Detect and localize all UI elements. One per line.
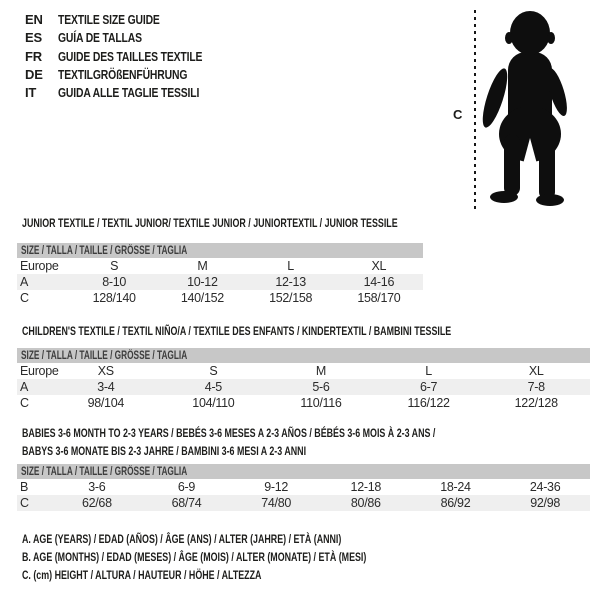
junior-size-table <box>17 243 423 306</box>
size-cell: 152/158 <box>269 291 313 305</box>
size-cell: 62/68 <box>52 495 142 511</box>
size-cell: 116/122 <box>407 396 450 410</box>
size-cell: S <box>209 364 218 378</box>
language-code: FR <box>25 48 42 64</box>
language-list <box>25 12 238 103</box>
size-cell: 140/152 <box>180 291 224 305</box>
size-cell: 14-16 <box>335 274 423 290</box>
language-label: TEXTILE SIZE GUIDE <box>58 12 160 27</box>
size-cell: 7-8 <box>482 379 590 395</box>
table-row <box>17 495 590 511</box>
size-cell: 9-12 <box>264 480 289 494</box>
baby-silhouette-image <box>480 8 570 208</box>
row-label: C <box>20 396 29 410</box>
size-cell: 3-6 <box>88 480 106 494</box>
size-cell: 158/170 <box>357 291 401 305</box>
size-cell: 104/110 <box>192 396 235 410</box>
size-cell: 92/98 <box>500 495 590 511</box>
size-cell: 24-36 <box>529 480 561 494</box>
height-marker-label: C <box>453 107 463 122</box>
language-label: GUÍA DE TALLAS <box>58 30 142 46</box>
section-title-babies: BABIES 3-6 MONTH TO 2-3 YEARS / BEBÉS 3-6 MESES A 2-3 AÑOS / BÉBÉS 3-6 MOIS À 2-3 ANS / BABYS 3-6 MONATE BIS 2-3 JAHRE / BAMBINI 3-6 MESI A 2-3 ANNI <box>22 426 436 458</box>
legend <box>22 532 487 586</box>
size-cell: 3-4 <box>52 379 160 395</box>
size-header-bar: SIZE / TALLA / TAILLE / GRÖSSE / TAGLIA <box>17 243 423 258</box>
section-title-junior: JUNIOR TEXTILE / TEXTIL JUNIOR/ TEXTILE JUNIOR / JUNIORTEXTIL / JUNIOR TESSILE <box>22 216 398 230</box>
row-label: C <box>20 291 29 305</box>
size-header-bar: SIZE / TALLA / TAILLE / GRÖSSE / TAGLIA <box>17 348 590 363</box>
size-cell: 18-24 <box>440 480 471 494</box>
size-header-bar: SIZE / TALLA / TAILLE / GRÖSSE / TAGLIA <box>17 464 590 479</box>
size-cell: XL <box>528 364 544 378</box>
size-cell: 12-18 <box>350 480 382 494</box>
table-row <box>17 479 590 495</box>
size-cell: XS <box>97 364 114 378</box>
size-cell: 122/128 <box>514 396 558 410</box>
size-cell: 6-9 <box>177 480 196 494</box>
table-row <box>17 379 590 395</box>
legend-line-c: C. (cm) HEIGHT / ALTURA / HAUTEUR / HÖHE / ALTEZZA <box>22 568 262 582</box>
language-row <box>25 12 238 30</box>
size-cell: S <box>110 259 119 273</box>
children-size-table <box>17 348 590 411</box>
language-code: IT <box>25 85 37 101</box>
language-label: GUIDA ALLE TAGLIE TESSILI <box>58 85 200 101</box>
table-row <box>17 258 423 274</box>
row-label: Europe <box>20 364 59 378</box>
size-cell: 68/74 <box>142 495 232 511</box>
size-cell: L <box>287 259 294 273</box>
legend-line-b: B. AGE (MONTHS) / EDAD (MESES) / ÂGE (MOIS) / ALTER (MONATE) / ETÀ (MESI) <box>22 550 367 564</box>
section-title-children: CHILDREN'S TEXTILE / TEXTIL NIÑO/A / TEXTILE DES ENFANTS / KINDERTEXTIL / BAMBINI TESSILE <box>22 324 452 338</box>
language-row <box>25 67 238 85</box>
size-cell: 12-13 <box>247 274 335 290</box>
table-row <box>17 363 590 379</box>
row-label: A <box>17 274 70 290</box>
language-code: EN <box>25 12 43 27</box>
size-cell: XL <box>371 259 387 273</box>
row-label: C <box>17 495 52 511</box>
size-cell: 4-5 <box>160 379 268 395</box>
table-row <box>17 274 423 290</box>
baby-height-figure <box>450 8 600 215</box>
table-row <box>17 290 423 306</box>
size-cell: 10-12 <box>158 274 246 290</box>
size-cell: L <box>425 364 432 378</box>
language-code: ES <box>25 30 42 46</box>
language-label: GUIDE DES TAILLES TEXTILE <box>58 48 203 64</box>
size-cell: M <box>197 259 208 273</box>
size-cell: 5-6 <box>267 379 375 395</box>
height-dotted-line <box>474 10 476 211</box>
size-cell: 8-10 <box>70 274 158 290</box>
size-cell: 86/92 <box>411 495 501 511</box>
language-row <box>25 49 238 67</box>
row-label: B <box>20 480 29 494</box>
language-label: TEXTILGRÖßENFÜHRUNG <box>58 66 188 82</box>
size-cell: 80/86 <box>321 495 411 511</box>
size-cell: 98/104 <box>87 396 125 410</box>
size-cell: M <box>315 364 327 378</box>
size-cell: 128/140 <box>92 291 136 305</box>
size-cell: 74/80 <box>231 495 321 511</box>
row-label: Europe <box>20 259 59 273</box>
row-label: A <box>17 379 52 395</box>
language-row <box>25 85 238 103</box>
language-code: DE <box>25 66 43 82</box>
babies-size-table <box>17 464 590 511</box>
language-row <box>25 30 238 48</box>
table-row <box>17 395 590 411</box>
size-cell: 6-7 <box>375 379 483 395</box>
size-cell: 110/116 <box>300 396 342 410</box>
legend-line-a: A. AGE (YEARS) / EDAD (AÑOS) / ÂGE (ANS) / ALTER (JAHRE) / ETÀ (ANNI) <box>22 532 342 546</box>
